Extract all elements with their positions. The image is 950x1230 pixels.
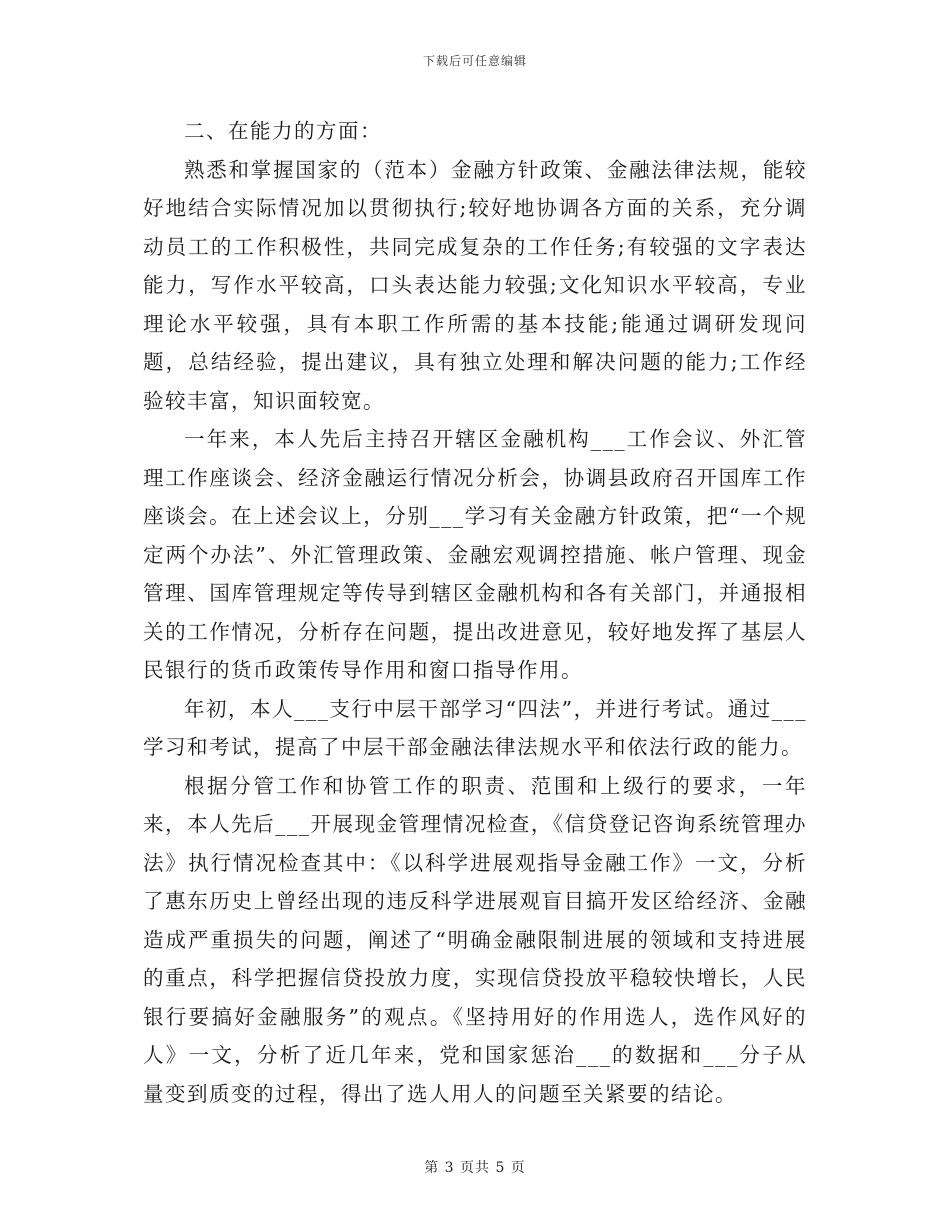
document-body [143, 112, 807, 1113]
paragraph-study: 年初，本人___支行中层干部学习“四法”，并进行考试。通过___学习和考试，提高了中层干部金融法律法规水平和依法行政的能力。 [143, 696, 807, 759]
paragraph-inspections: 根据分管工作和协管工作的职责、范围和上级行的要求，一年来，本人先后___开展现金管理情况检查，《信贷登记咨询系统管理办法》执行情况检查其中：《以科学进展观指导金融工作》一文，分析了惠东历史上曾经出现的违反科学进展观盲目搞开发区给经济、金融造成严重损失的问题，阐述了“明确金融限制进展的领域和支持进展的重点，科学把握信贷投放力度，实现信贷投放平稳较快增长，人民银行要搞好金融服务”的观点。《坚持用好的作用选人，选作风好的人》一文，分析了近几年来，党和国家惩治___的数据和___分子从量变到质变的过程，得出了选人用人的问题至关紧要的结论。 [143, 773, 807, 1106]
paragraph-meetings: 一年来，本人先后主持召开辖区金融机构___工作会议、外汇管理工作座谈会、经济金融运行情况分析会，协调县政府召开国库工作座谈会。在上述会议上，分别___学习有关金融方针政策，把“一个规定两个办法”、外汇管理政策、金融宏观调控措施、帐户管理、现金管理、国库管理规定等传导到辖区金融机构和各有关部门，并通报相关的工作情况，分析存在问题，提出改进意见，较好地发挥了基层人民银行的货币政策传导作用和窗口指导作用。 [143, 427, 807, 682]
page-header-note: 下载后可任意编辑 [422, 54, 527, 68]
paragraph-abilities: 熟悉和掌握国家的（范本）金融方针政策、金融法律法规，能较好地结合实际情况加以贯彻执行;较好地协调各方面的关系，充分调动员工的工作积极性，共同完成复杂的工作任务;有较强的文字表达能力，写作水平较高，口头表达能力较强;文化知识水平较高，专业理论水平较强，具有本职工作所需的基本技能;能通过调研发现问题，总结经验，提出建议，具有独立处理和解决问题的能力;工作经验较丰富，知识面较宽。 [143, 157, 807, 413]
page-number-footer: 第 3 页共 5 页 [424, 1160, 526, 1176]
section-heading: 二、在能力的方面： [184, 119, 382, 143]
